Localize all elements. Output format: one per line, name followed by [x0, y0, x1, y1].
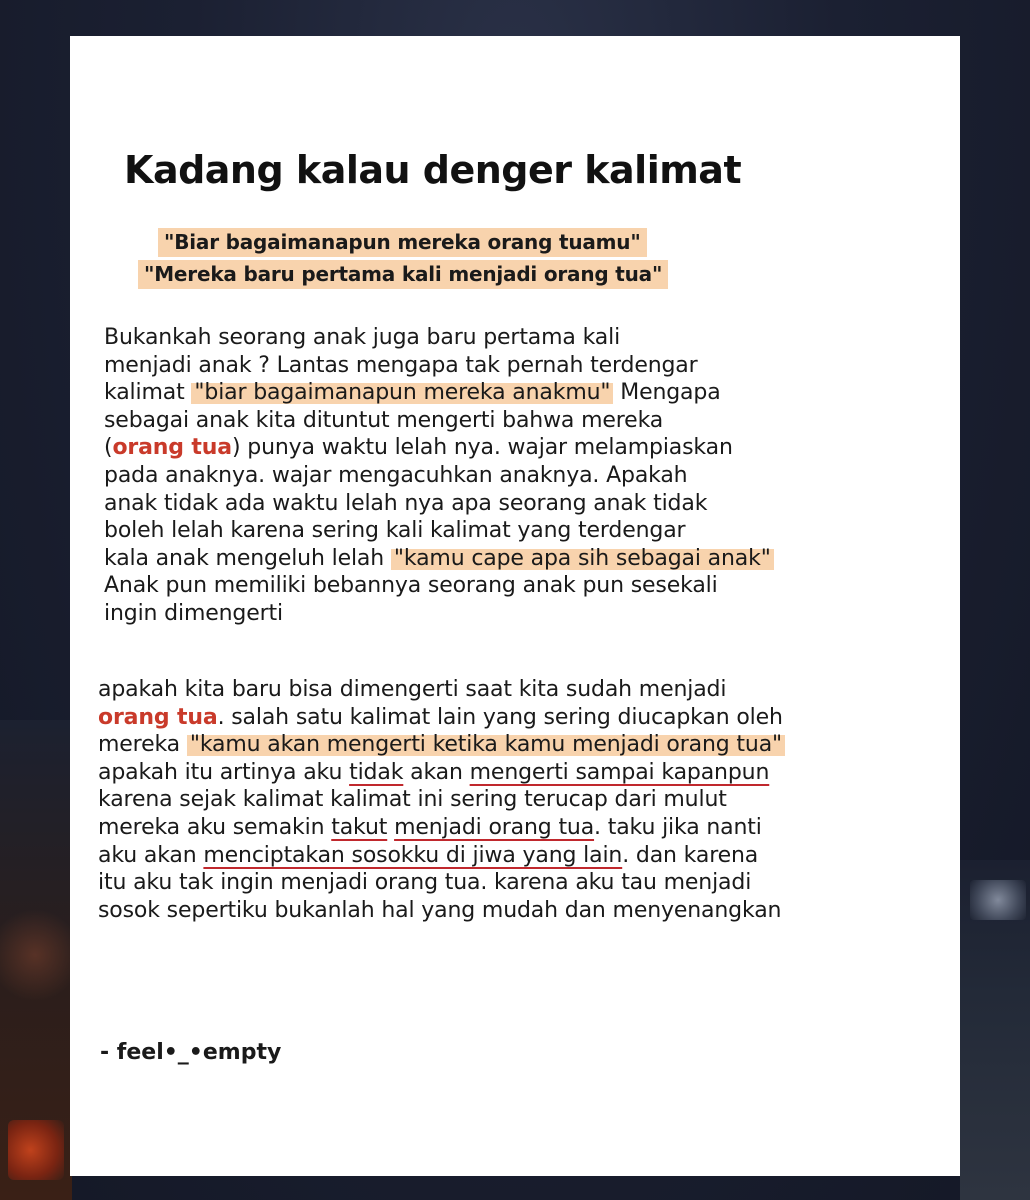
page-title: Kadang kalau denger kalimat [124, 148, 742, 192]
underlined-phrase: takut [331, 814, 388, 840]
paragraph-line [98, 731, 785, 759]
text-segment: . taku jika nanti [594, 814, 762, 840]
highlighted-quote-1: "Biar bagaimanapun mereka orang tuamu" [158, 228, 647, 257]
background-left-light [8, 1120, 64, 1180]
highlighted-quote-2: "Mereka baru pertama kali menjadi orang tua" [138, 260, 668, 289]
text-segment: akan [403, 759, 470, 785]
text-segment: kalimat [104, 380, 192, 406]
text-segment: ( [104, 435, 113, 461]
paragraph-line [98, 759, 785, 787]
text-segment: Mengapa [613, 380, 721, 406]
red-emphasis: orang tua [112, 435, 232, 461]
text-segment: mereka aku semakin [98, 814, 332, 840]
text-segment: aku akan [98, 842, 204, 868]
paragraph-line: karena sejak kalimat kalimat ini sering terucap dari mulut [98, 787, 727, 813]
author-signature: - feel•_•empty [100, 1040, 282, 1065]
paragraph-line: anak tidak ada waktu lelah nya apa seorang anak tidak [104, 490, 708, 516]
text-segment: . salah satu kalimat lain yang sering diucapkan oleh [217, 704, 783, 730]
text-card [70, 36, 960, 1176]
paragraph-line [104, 545, 774, 573]
red-emphasis: orang tua [98, 704, 218, 730]
paragraph-line [104, 379, 774, 407]
paragraph-line [98, 814, 785, 842]
paragraph-2 [98, 676, 785, 924]
text-segment: ) punya waktu lelah nya. wajar melampiaskan [232, 435, 733, 461]
underlined-phrase: menciptakan sosokku di jiwa yang lain [203, 842, 623, 868]
background-right-light [970, 880, 1026, 920]
underlined-phrase: tidak [349, 759, 404, 785]
text-segment: mereka [98, 732, 187, 758]
highlighted-phrase: "kamu cape apa sih sebagai anak" [391, 546, 774, 571]
background-left-glow [0, 900, 70, 1010]
paragraph-line: sebagai anak kita dituntut mengerti bahwa mereka [104, 407, 664, 433]
underlined-phrase: menjadi orang tua [394, 814, 595, 840]
paragraph-line [98, 704, 785, 732]
paragraph-line: ingin dimengerti [104, 600, 283, 626]
paragraph-line: itu aku tak ingin menjadi orang tua. karena aku tau menjadi [98, 870, 752, 896]
paragraph-line: pada anaknya. wajar mengacuhkan anaknya. Apakah [104, 462, 688, 488]
paragraph-line: Anak pun memiliki bebannya seorang anak pun sesekali [104, 573, 718, 599]
underlined-phrase: mengerti sampai kapanpun [469, 759, 770, 785]
paragraph-line: sosok sepertiku bukanlah hal yang mudah dan menyenangkan [98, 897, 782, 923]
paragraph-line: boleh lelah karena sering kali kalimat yang terdengar [104, 518, 686, 544]
text-segment: apakah itu artinya aku [98, 759, 350, 785]
text-segment: kala anak mengeluh lelah [104, 545, 391, 571]
paragraph-line: apakah kita baru bisa dimengerti saat kita sudah menjadi [98, 677, 727, 702]
text-segment: . dan karena [622, 842, 759, 868]
paragraph-line: menjadi anak ? Lantas mengapa tak pernah terdengar [104, 352, 698, 378]
paragraph-line [104, 434, 774, 462]
paragraph-line: Bukankah seorang anak juga baru pertama kali [104, 325, 621, 350]
paragraph-1 [104, 324, 774, 628]
highlighted-phrase: "biar bagaimanapun mereka anakmu" [191, 380, 613, 405]
highlighted-phrase: "kamu akan mengerti ketika kamu menjadi orang tua" [187, 732, 785, 757]
paragraph-line [98, 842, 785, 870]
